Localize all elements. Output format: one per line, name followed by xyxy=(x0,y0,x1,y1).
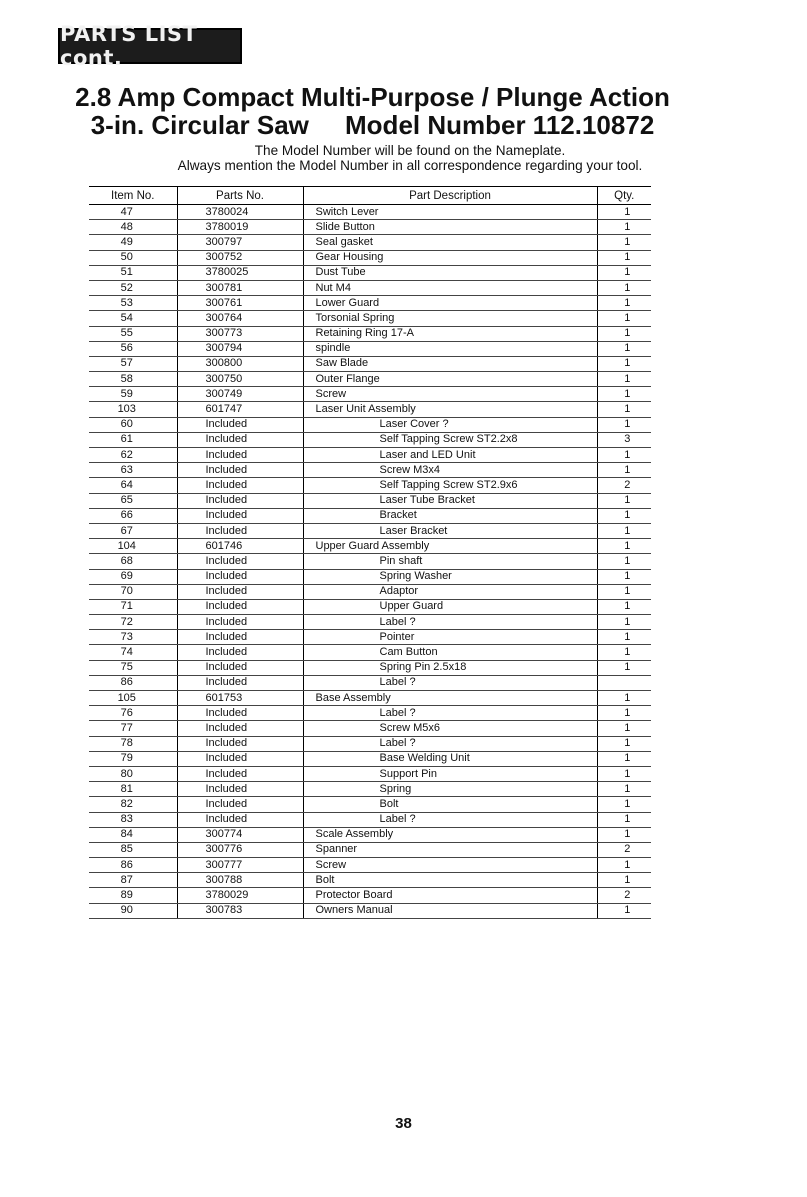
item-number-cell: 75 xyxy=(89,660,177,675)
table-row xyxy=(89,645,651,660)
quantity-cell: 1 xyxy=(597,493,651,508)
parts-number-cell: 300750 xyxy=(177,372,303,387)
parts-number-cell: Included xyxy=(177,478,303,493)
parts-number-cell: Included xyxy=(177,675,303,690)
header-qty: Qty. xyxy=(597,187,651,205)
item-number-cell: 51 xyxy=(89,265,177,280)
part-description-cell: Spanner xyxy=(303,842,597,857)
item-number-cell: 49 xyxy=(89,235,177,250)
part-description-cell: Outer Flange xyxy=(303,372,597,387)
table-row xyxy=(89,220,651,235)
item-number-cell: 59 xyxy=(89,387,177,402)
parts-number-cell: 300774 xyxy=(177,827,303,842)
table-row xyxy=(89,827,651,842)
quantity-cell: 3 xyxy=(597,432,651,447)
quantity-cell: 1 xyxy=(597,827,651,842)
product-title-line-2 xyxy=(40,110,705,140)
table-row xyxy=(89,280,651,295)
item-number-cell: 74 xyxy=(89,645,177,660)
section-banner-text: PARTS LIST cont. xyxy=(60,22,198,70)
quantity-cell: 1 xyxy=(597,296,651,311)
quantity-cell: 1 xyxy=(597,539,651,554)
quantity-cell: 1 xyxy=(597,356,651,371)
table-row xyxy=(89,782,651,797)
part-description-cell: Laser Cover ? xyxy=(303,417,597,432)
table-row xyxy=(89,797,651,812)
table-row xyxy=(89,296,651,311)
table-row xyxy=(89,903,651,918)
item-number-cell: 78 xyxy=(89,736,177,751)
parts-number-cell: 300773 xyxy=(177,326,303,341)
part-description-cell: Self Tapping Screw ST2.2x8 xyxy=(303,432,597,447)
item-number-cell: 73 xyxy=(89,630,177,645)
product-title-line-1: 2.8 Amp Compact Multi-Purpose / Plunge Action xyxy=(75,82,670,112)
section-banner xyxy=(58,22,242,70)
quantity-cell: 1 xyxy=(597,660,651,675)
table-row xyxy=(89,888,651,903)
table-row xyxy=(89,766,651,781)
table-row xyxy=(89,341,651,356)
item-number-cell: 86 xyxy=(89,858,177,873)
quantity-cell: 1 xyxy=(597,873,651,888)
quantity-cell: 1 xyxy=(597,508,651,523)
quantity-cell: 1 xyxy=(597,402,651,417)
parts-number-cell: 3780019 xyxy=(177,220,303,235)
part-description-cell: Pin shaft xyxy=(303,554,597,569)
part-description-cell: Nut M4 xyxy=(303,280,597,295)
parts-number-cell: 300761 xyxy=(177,296,303,311)
table-row xyxy=(89,523,651,538)
quantity-cell: 1 xyxy=(597,569,651,584)
item-number-cell: 76 xyxy=(89,706,177,721)
item-number-cell: 70 xyxy=(89,584,177,599)
quantity-cell: 1 xyxy=(597,584,651,599)
part-description-cell: Screw M3x4 xyxy=(303,463,597,478)
item-number-cell: 64 xyxy=(89,478,177,493)
quantity-cell: 1 xyxy=(597,463,651,478)
parts-number-cell: 300776 xyxy=(177,842,303,857)
item-number-cell: 52 xyxy=(89,280,177,295)
parts-number-cell: 3780025 xyxy=(177,265,303,280)
part-description-cell: Laser Tube Bracket xyxy=(303,493,597,508)
parts-number-cell: Included xyxy=(177,448,303,463)
table-row xyxy=(89,706,651,721)
table-row xyxy=(89,463,651,478)
item-number-cell: 71 xyxy=(89,599,177,614)
item-number-cell: 62 xyxy=(89,448,177,463)
part-description-cell: Upper Guard xyxy=(303,599,597,614)
item-number-cell: 53 xyxy=(89,296,177,311)
part-description-cell: Pointer xyxy=(303,630,597,645)
quantity-cell: 1 xyxy=(597,280,651,295)
item-number-cell: 105 xyxy=(89,691,177,706)
part-description-cell: Seal gasket xyxy=(303,235,597,250)
parts-number-cell: Included xyxy=(177,812,303,827)
item-number-cell: 72 xyxy=(89,615,177,630)
quantity-cell: 1 xyxy=(597,706,651,721)
table-row xyxy=(89,432,651,447)
item-number-cell: 55 xyxy=(89,326,177,341)
quantity-cell: 2 xyxy=(597,478,651,493)
model-number-note: The Model Number will be found on the Nameplate. xyxy=(254,143,566,158)
table-header-row xyxy=(89,187,651,205)
part-description-cell: Screw M5x6 xyxy=(303,721,597,736)
quantity-cell: 1 xyxy=(597,554,651,569)
table-row xyxy=(89,691,651,706)
quantity-cell: 1 xyxy=(597,751,651,766)
quantity-cell: 1 xyxy=(597,250,651,265)
parts-number-cell: Included xyxy=(177,493,303,508)
parts-number-cell: 300749 xyxy=(177,387,303,402)
parts-number-cell: Included xyxy=(177,463,303,478)
part-description-cell: Label ? xyxy=(303,736,597,751)
product-title-line-2-text: 3-in. Circular Saw Model Number 112.10872 xyxy=(90,110,655,140)
header-part-description: Part Description xyxy=(303,187,597,205)
table-row xyxy=(89,721,651,736)
quantity-cell: 1 xyxy=(597,311,651,326)
part-description-cell: Saw Blade xyxy=(303,356,597,371)
parts-number-cell: 3780024 xyxy=(177,205,303,220)
table-row xyxy=(89,448,651,463)
item-number-cell: 66 xyxy=(89,508,177,523)
parts-number-cell: Included xyxy=(177,706,303,721)
part-description-cell: Retaining Ring 17-A xyxy=(303,326,597,341)
part-description-cell: Bolt xyxy=(303,797,597,812)
parts-number-cell: Included xyxy=(177,615,303,630)
table-row xyxy=(89,417,651,432)
quantity-cell: 1 xyxy=(597,721,651,736)
table-row xyxy=(89,539,651,554)
parts-number-cell: 300800 xyxy=(177,356,303,371)
item-number-cell: 84 xyxy=(89,827,177,842)
table-row xyxy=(89,402,651,417)
table-row xyxy=(89,235,651,250)
table-row xyxy=(89,873,651,888)
parts-number-cell: Included xyxy=(177,523,303,538)
parts-number-cell: 601753 xyxy=(177,691,303,706)
quantity-cell xyxy=(597,675,651,690)
parts-number-cell: Included xyxy=(177,660,303,675)
table-row xyxy=(89,842,651,857)
parts-number-cell: Included xyxy=(177,736,303,751)
parts-number-cell: 300783 xyxy=(177,903,303,918)
parts-number-cell: Included xyxy=(177,554,303,569)
part-description-cell: Laser Unit Assembly xyxy=(303,402,597,417)
parts-number-cell: Included xyxy=(177,599,303,614)
parts-number-cell: Included xyxy=(177,432,303,447)
item-number-cell: 58 xyxy=(89,372,177,387)
quantity-cell: 1 xyxy=(597,615,651,630)
part-description-cell: Lower Guard xyxy=(303,296,597,311)
table-row xyxy=(89,265,651,280)
item-number-cell: 103 xyxy=(89,402,177,417)
quantity-cell: 1 xyxy=(597,812,651,827)
item-number-cell: 47 xyxy=(89,205,177,220)
quantity-cell: 1 xyxy=(597,387,651,402)
table-row xyxy=(89,326,651,341)
header-parts-no: Parts No. xyxy=(177,187,303,205)
table-row xyxy=(89,630,651,645)
quantity-cell: 1 xyxy=(597,766,651,781)
quantity-cell: 1 xyxy=(597,523,651,538)
table-row xyxy=(89,675,651,690)
part-description-cell: Screw xyxy=(303,858,597,873)
part-description-cell: Label ? xyxy=(303,615,597,630)
quantity-cell: 1 xyxy=(597,645,651,660)
part-description-cell: Support Pin xyxy=(303,766,597,781)
item-number-cell: 87 xyxy=(89,873,177,888)
quantity-cell: 1 xyxy=(597,903,651,918)
part-description-cell: Screw xyxy=(303,387,597,402)
quantity-cell: 1 xyxy=(597,630,651,645)
table-row xyxy=(89,478,651,493)
parts-number-cell: Included xyxy=(177,630,303,645)
part-description-cell: Bolt xyxy=(303,873,597,888)
parts-number-cell: Included xyxy=(177,782,303,797)
part-description-cell: Self Tapping Screw ST2.9x6 xyxy=(303,478,597,493)
quantity-cell: 1 xyxy=(597,326,651,341)
parts-number-cell: Included xyxy=(177,569,303,584)
table-row xyxy=(89,584,651,599)
part-description-cell: Dust Tube xyxy=(303,265,597,280)
parts-number-cell: 300764 xyxy=(177,311,303,326)
parts-number-cell: 300781 xyxy=(177,280,303,295)
part-description-cell: Bracket xyxy=(303,508,597,523)
item-number-cell: 50 xyxy=(89,250,177,265)
table-row xyxy=(89,615,651,630)
quantity-cell: 1 xyxy=(597,782,651,797)
table-row xyxy=(89,356,651,371)
item-number-cell: 60 xyxy=(89,417,177,432)
table-row xyxy=(89,554,651,569)
quantity-cell: 1 xyxy=(597,235,651,250)
item-number-cell: 85 xyxy=(89,842,177,857)
part-description-cell: Laser and LED Unit xyxy=(303,448,597,463)
item-number-cell: 90 xyxy=(89,903,177,918)
part-description-cell: Base Welding Unit xyxy=(303,751,597,766)
table-row xyxy=(89,736,651,751)
table-row xyxy=(89,493,651,508)
part-description-cell: Spring Pin 2.5x18 xyxy=(303,660,597,675)
parts-number-cell: Included xyxy=(177,584,303,599)
parts-number-cell: 300797 xyxy=(177,235,303,250)
quantity-cell: 1 xyxy=(597,858,651,873)
parts-number-cell: Included xyxy=(177,721,303,736)
quantity-cell: 1 xyxy=(597,265,651,280)
parts-number-cell: Included xyxy=(177,766,303,781)
item-number-cell: 89 xyxy=(89,888,177,903)
parts-number-cell: Included xyxy=(177,417,303,432)
table-row xyxy=(89,508,651,523)
quantity-cell: 2 xyxy=(597,842,651,857)
part-description-cell: Scale Assembly xyxy=(303,827,597,842)
part-description-cell: Gear Housing xyxy=(303,250,597,265)
table-row xyxy=(89,660,651,675)
item-number-cell: 82 xyxy=(89,797,177,812)
table-row xyxy=(89,250,651,265)
item-number-cell: 86 xyxy=(89,675,177,690)
parts-number-cell: 300794 xyxy=(177,341,303,356)
parts-number-cell: Included xyxy=(177,508,303,523)
quantity-cell: 1 xyxy=(597,341,651,356)
item-number-cell: 77 xyxy=(89,721,177,736)
part-description-cell: Owners Manual xyxy=(303,903,597,918)
item-number-cell: 57 xyxy=(89,356,177,371)
item-number-cell: 104 xyxy=(89,539,177,554)
part-description-cell: Label ? xyxy=(303,675,597,690)
parts-number-cell: Included xyxy=(177,751,303,766)
table-row xyxy=(89,372,651,387)
part-description-cell: Label ? xyxy=(303,812,597,827)
parts-number-cell: 3780029 xyxy=(177,888,303,903)
item-number-cell: 80 xyxy=(89,766,177,781)
quantity-cell: 1 xyxy=(597,205,651,220)
quantity-cell: 1 xyxy=(597,797,651,812)
part-description-cell: Base Assembly xyxy=(303,691,597,706)
item-number-cell: 65 xyxy=(89,493,177,508)
parts-list-table xyxy=(89,186,651,919)
parts-number-cell: Included xyxy=(177,797,303,812)
parts-number-cell: 601746 xyxy=(177,539,303,554)
part-description-cell: Laser Bracket xyxy=(303,523,597,538)
part-description-cell: Cam Button xyxy=(303,645,597,660)
header-item-no: Item No. xyxy=(89,187,177,205)
correspondence-note: Always mention the Model Number in all correspondence regarding your tool. xyxy=(177,158,643,173)
item-number-cell: 67 xyxy=(89,523,177,538)
table-row xyxy=(89,387,651,402)
table-row xyxy=(89,205,651,220)
quantity-cell: 1 xyxy=(597,372,651,387)
item-number-cell: 83 xyxy=(89,812,177,827)
part-description-cell: Spring Washer xyxy=(303,569,597,584)
parts-number-cell: 300752 xyxy=(177,250,303,265)
item-number-cell: 81 xyxy=(89,782,177,797)
item-number-cell: 56 xyxy=(89,341,177,356)
table-row xyxy=(89,858,651,873)
quantity-cell: 1 xyxy=(597,736,651,751)
table-row xyxy=(89,812,651,827)
item-number-cell: 68 xyxy=(89,554,177,569)
quantity-cell: 1 xyxy=(597,220,651,235)
quantity-cell: 1 xyxy=(597,417,651,432)
part-description-cell: Slide Button xyxy=(303,220,597,235)
part-description-cell: Protector Board xyxy=(303,888,597,903)
parts-number-cell: 601747 xyxy=(177,402,303,417)
table-row xyxy=(89,569,651,584)
item-number-cell: 69 xyxy=(89,569,177,584)
quantity-cell: 2 xyxy=(597,888,651,903)
quantity-cell: 1 xyxy=(597,599,651,614)
parts-number-cell: 300777 xyxy=(177,858,303,873)
part-description-cell: Label ? xyxy=(303,706,597,721)
part-description-cell: spindle xyxy=(303,341,597,356)
item-number-cell: 79 xyxy=(89,751,177,766)
item-number-cell: 54 xyxy=(89,311,177,326)
item-number-cell: 48 xyxy=(89,220,177,235)
parts-number-cell: 300788 xyxy=(177,873,303,888)
quantity-cell: 1 xyxy=(597,448,651,463)
part-description-cell: Switch Lever xyxy=(303,205,597,220)
item-number-cell: 63 xyxy=(89,463,177,478)
page-number: 38 xyxy=(395,1115,412,1132)
part-description-cell: Spring xyxy=(303,782,597,797)
part-description-cell: Upper Guard Assembly xyxy=(303,539,597,554)
part-description-cell: Adaptor xyxy=(303,584,597,599)
item-number-cell: 61 xyxy=(89,432,177,447)
table-row xyxy=(89,599,651,614)
parts-table-body xyxy=(89,205,651,919)
part-description-cell: Torsonial Spring xyxy=(303,311,597,326)
table-row xyxy=(89,751,651,766)
parts-number-cell: Included xyxy=(177,645,303,660)
table-row xyxy=(89,311,651,326)
quantity-cell: 1 xyxy=(597,691,651,706)
